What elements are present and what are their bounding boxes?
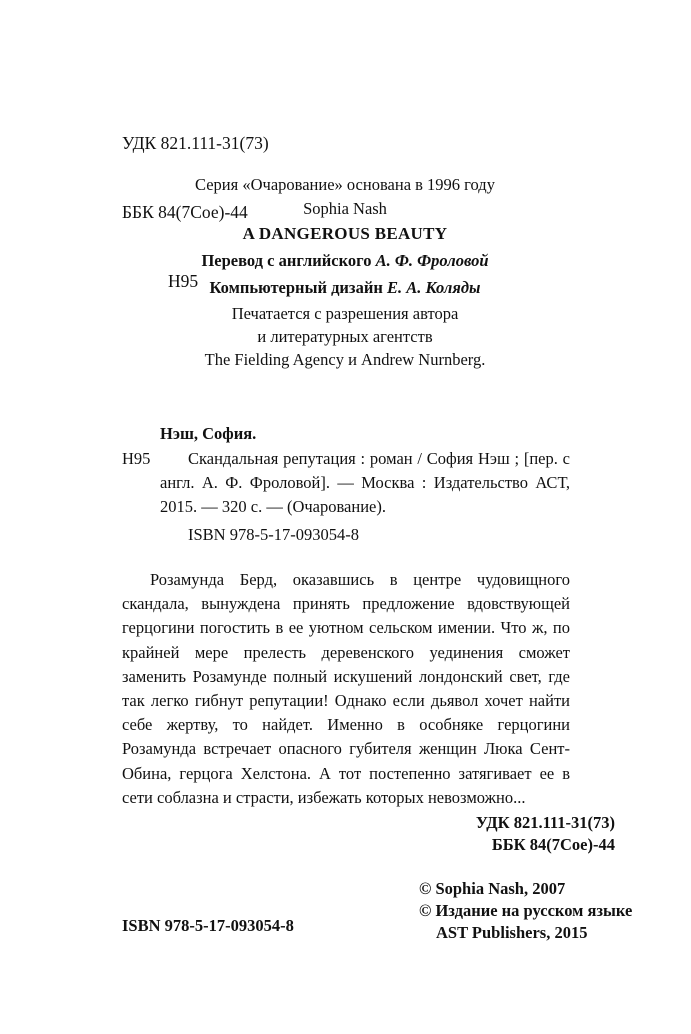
permission-notice	[75, 302, 615, 371]
bbk-code-top: ББК 84(7Сое)-44	[122, 202, 248, 222]
classification-codes-bottom	[330, 812, 615, 856]
biblio-description: Скандальная репутация : роман / София Нэш ; [пер. с англ. А. Ф. Фроловой]. — Москва : Издательство АСТ, 2015. — 320 с. — (Очарование).	[160, 449, 570, 516]
design-credit	[75, 276, 615, 300]
bibliographic-record	[122, 422, 570, 547]
permission-line-2: и литературных агентств	[257, 327, 433, 346]
translation-label: Перевод с английского	[201, 251, 376, 270]
permission-line-1: Печатается с разрешения автора	[231, 304, 459, 323]
copyright-publisher-line	[419, 922, 632, 944]
udk-code-bottom: УДК 821.111-31(73)	[475, 813, 615, 832]
copyright-block	[419, 878, 632, 944]
copyright-publisher-value: AST Publishers, 2015	[436, 923, 588, 942]
copyright-author-line: © Sophia Nash, 2007	[419, 879, 566, 898]
shelf-mark-record: Н95	[122, 449, 151, 468]
original-title: A DANGEROUS BEAUTY	[242, 224, 448, 243]
biblio-isbn-row	[122, 523, 570, 547]
series-and-title-block	[75, 173, 615, 300]
shelf-mark-top-value: Н95	[168, 271, 199, 291]
original-author-name: Sophia Nash	[303, 199, 387, 218]
copyright-edition-line: © Издание на русском языке	[419, 901, 633, 920]
biblio-isbn: ISBN 978-5-17-093054-8	[188, 525, 359, 544]
udk-code-top: УДК 821.111-31(73)	[122, 133, 269, 153]
designer-name: Е. А. Коляды	[386, 278, 481, 297]
bbk-code-bottom: ББК 84(7Сое)-44	[491, 835, 615, 854]
translator-name: А. Ф. Фроловой	[375, 251, 489, 270]
isbn-bottom: ISBN 978-5-17-093054-8	[122, 916, 294, 935]
annotation-paragraph: Розамунда Берд, оказавшись в центре чудовищного скандала, вынуждена принять предложение вдовствующей герцогини погостить в ее уютном сельском имении. Что ж, по крайней мере прелесть деревенского уединения сможет заменить Розамунде полный искушений лондонский свет, где так легко гибнут репутации! Однако если дьявол хочет найти себе жертву, то найдет. Именно в особняке герцогини Розамунда встречает опасного губителя женщин Люка Сент-Обина, герцога Хелстона. А тот постепенно затягивает ее в сети соблазна и страсти, избежать которых невозможно...	[122, 570, 570, 807]
biblio-author-heading: Нэш, София.	[160, 424, 257, 443]
design-label: Компьютерный дизайн	[209, 278, 387, 297]
literary-agencies: The Fielding Agency и Andrew Nurnberg.	[204, 350, 486, 369]
series-note: Серия «Очарование» основана в 1996 году	[195, 175, 495, 194]
translation-credit	[75, 249, 615, 273]
biblio-description-row	[122, 447, 570, 519]
colophon	[122, 878, 633, 948]
